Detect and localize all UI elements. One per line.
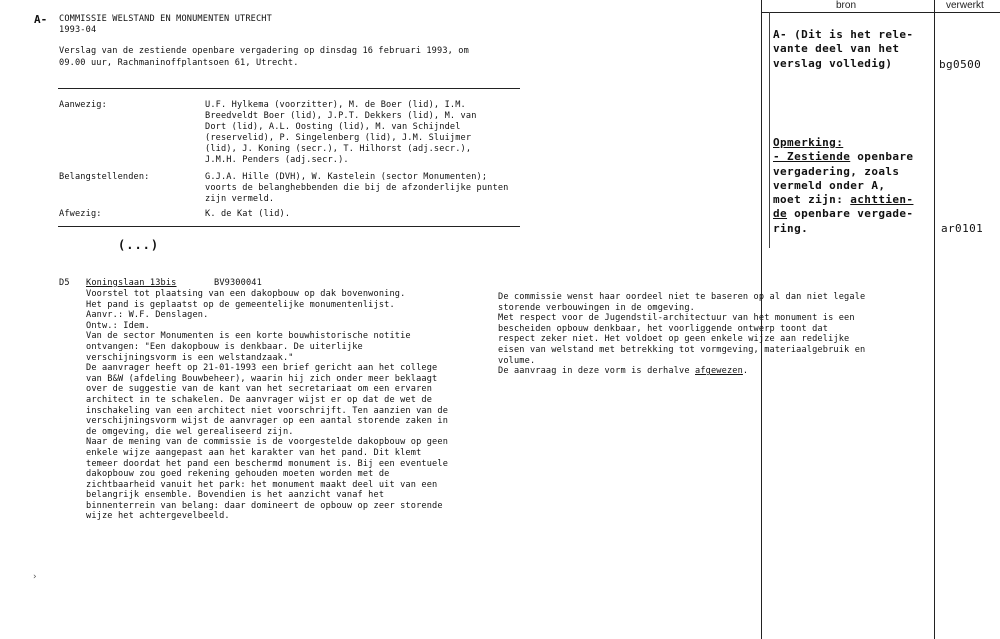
item-left-line: van B&W (afdeling Bouwbeheer), waarin hij zich onder meer beklaagt	[86, 373, 438, 384]
header-rule-top	[58, 88, 520, 89]
conclusion-line	[498, 366, 865, 377]
item-reference: BV9300041	[214, 278, 262, 288]
remark-underlined: - Zestiende	[773, 150, 851, 164]
column-header-rule	[761, 12, 1000, 13]
item-right-line: storende verbouwingen in de omgeving.	[498, 302, 695, 313]
item-right-line: De commissie wenst haar oordeel niet te baseren op al dan niet legale	[498, 292, 866, 302]
report-line-1: Verslag van de zestiende openbare vergadering op dinsdag 16 februari 1993, om	[59, 46, 469, 56]
item-left-line: inschakeling van een architect niet voorschrijft. Ten aanzien van de	[86, 405, 449, 416]
item-left-line: zichtbaarheid vanuit het park: het monument maakt deel uit van een	[86, 479, 438, 490]
remark-title: Opmerking:	[773, 136, 844, 149]
report-line-2: 09.00 uur, Rachmaninoffplantsoen 61, Utrecht.	[59, 58, 299, 68]
side-note-a	[773, 28, 913, 71]
stakeholders-line: G.J.A. Hille (DVH), W. Kastelein (sector Monumenten);	[205, 172, 488, 182]
item-left-line: architect in te schakelen. De aanvrager wijst er op dat de wet de	[86, 394, 433, 405]
item-right-line: bescheiden opbouw denkbaar, het voorliggende ontwerp toont dat	[498, 323, 829, 334]
ellipsis: (...)	[118, 238, 160, 252]
item-street: Koningslaan 13bis	[86, 278, 177, 288]
conclusion-suffix: .	[742, 366, 749, 377]
conclusion-word: afgewezen	[695, 366, 743, 377]
item-left-line: binnenterrein van belang: daar domineert de opbouw op zeer storende	[86, 500, 443, 511]
header-rule-bottom	[58, 226, 520, 227]
header-marker: A-	[34, 13, 48, 26]
remark-underlined: achttien-	[850, 193, 914, 207]
absent-label: Afwezig:	[59, 209, 102, 219]
committee-title: COMMISSIE WELSTAND EN MONUMENTEN UTRECHT	[59, 14, 272, 24]
side-note-a-line: vante deel van het	[773, 42, 900, 56]
remark-note	[773, 136, 913, 236]
present-line: Breedveldt Boer (lid), J.P.T. Dekkers (lid), M. van	[205, 111, 477, 121]
side-note-a-line: verslag volledig)	[773, 56, 893, 70]
remark-line: vergadering, zoals	[773, 164, 900, 178]
present-label: Aanwezig:	[59, 100, 107, 110]
item-left-line: belangrijk ensemble. Bovendien is het aanzicht vanaf het	[86, 490, 385, 501]
processed-code-1: bg0500	[939, 58, 982, 71]
side-note-a-line: A- (Dit is het rele-	[773, 28, 914, 41]
stakeholders-line: voorts de belanghebbenden die bij de afzonderlijke punten	[205, 183, 509, 193]
remark-line: ring.	[773, 221, 809, 235]
item-left-line: Aanvr.: W.F. Denslagen.	[86, 310, 209, 321]
remark-line	[773, 193, 913, 207]
present-line: U.F. Hylkema (voorzitter), M. de Boer (lid), I.M.	[205, 100, 466, 110]
item-right-line: eisen van welstand met betrekking tot vormgeving, materiaalgebruik en	[498, 344, 866, 355]
item-code: D5	[59, 278, 70, 288]
item-right-line: Met respect voor de Jugendstil-architectuur van het monument is een	[498, 313, 855, 324]
bron-column-right-border	[934, 0, 935, 639]
bron-column-header: bron	[836, 0, 857, 11]
item-left-line: temeer doordat het pand een beschermd monument is. Bij een eventuele	[86, 458, 449, 469]
item-left-line: Ontw.: Idem.	[86, 320, 150, 331]
item-left-line: wijze het achtergevelbeeld.	[86, 511, 230, 522]
item-left-line: over de suggestie van de kant van het secretariaat om een ervaren	[86, 384, 433, 395]
conclusion-prefix: De aanvraag in deze vorm is derhalve	[498, 366, 690, 377]
remark-line	[773, 150, 913, 164]
item-left-line: dakopbouw zou goed rekening gehouden moeten worden met de	[86, 469, 390, 480]
absent-value: K. de Kat (lid).	[205, 209, 291, 219]
item-left-line: Het pand is geplaatst op de gemeentelijke monumentenlijst.	[86, 299, 395, 310]
remark-underlined: de	[773, 207, 788, 221]
item-left-line: verschijningsvorm is een welstandzaak."	[86, 352, 294, 363]
verwerkt-column-header: verwerkt	[946, 0, 984, 11]
item-left-line: Naar de mening van de commissie is de voorgestelde dakopbouw op geen	[86, 437, 449, 448]
bron-inner-border	[769, 12, 770, 248]
stakeholders-line: zijn vermeld.	[205, 194, 275, 204]
remark-rest: openbare vergade-	[787, 207, 914, 221]
stakeholders-label: Belangstellenden:	[59, 172, 150, 182]
item-left-line: ontvangen: "Een dakopbouw is denkbaar. De uiterlijke	[86, 341, 363, 352]
processed-code-2: ar0101	[941, 222, 984, 235]
item-left-line: De aanvrager heeft op 21-01-1993 een brief gericht aan het college	[86, 363, 438, 374]
remark-rest: openbare	[850, 150, 914, 164]
present-line: (lid), J. Koning (secr.), T. Hilhorst (adj.secr.),	[205, 144, 472, 154]
margin-mark: ›	[32, 572, 38, 582]
item-left-line: enkele wijze aangepast aan het karakter van het pand. Dit klemt	[86, 447, 422, 458]
item-right-text	[498, 292, 865, 377]
present-line: Dort (lid), A.L. Oosting (lid), M. van Schijndel	[205, 122, 461, 132]
remark-line: vermeld onder A,	[773, 178, 886, 192]
remark-prefix: moet zijn:	[773, 193, 851, 207]
item-left-line: de omgeving, die wel gerealiseerd zijn.	[86, 426, 294, 437]
item-right-line: respect zeker niet. Het voldoet op geen enkele wijze aan redelijke	[498, 334, 850, 345]
item-left-line: Voorstel tot plaatsing van een dakopbouw op dak bovenwoning.	[86, 289, 406, 299]
report-number: 1993-04	[59, 25, 97, 35]
present-line: (reservelid), P. Singelenberg (lid), J.M. Sluijmer	[205, 133, 472, 143]
remark-line	[773, 207, 913, 221]
item-right-line: volume.	[498, 355, 536, 366]
item-left-line: verschijningsvorm wijst de aanvrager op een aantal storende zaken in	[86, 416, 449, 427]
present-line: J.M.H. Penders (adj.secr.).	[205, 155, 349, 165]
item-left-line: Van de sector Monumenten is een korte bouwhistorische notitie	[86, 331, 411, 342]
item-left-text	[86, 289, 448, 522]
